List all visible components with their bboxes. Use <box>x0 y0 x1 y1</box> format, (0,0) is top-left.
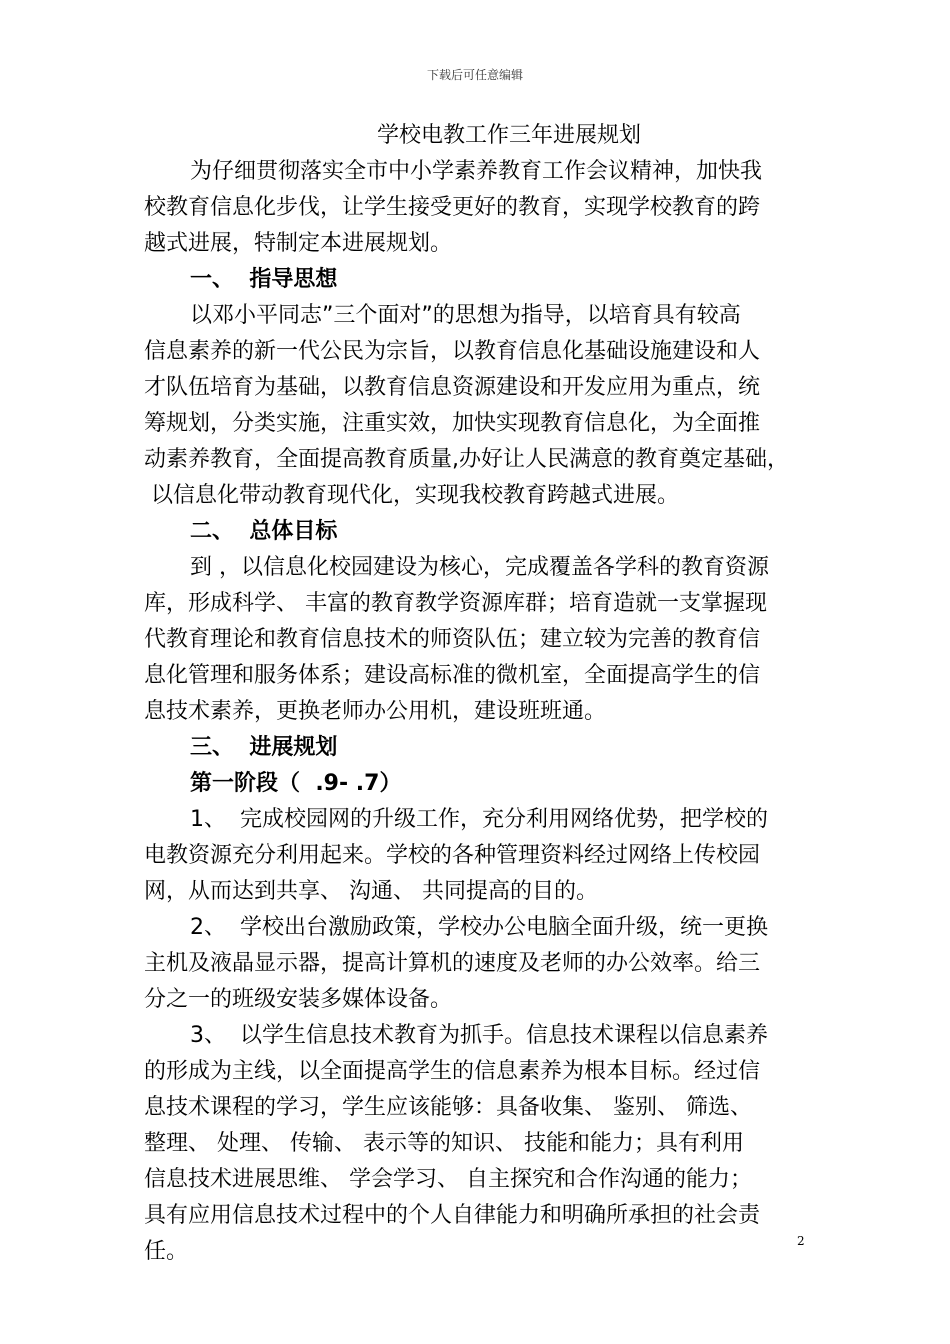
paragraph-line: 具有应用信息技术过程中的个人自律能力和明确所承担的社会责 <box>144 1203 761 1228</box>
header-note: 下载后可任意编辑 <box>426 68 523 82</box>
paragraph-line: 筹规划，分类实施，注重实效，加快实现教育信息化，为全面推 <box>144 411 761 436</box>
paragraph-line: 任。 <box>144 1239 189 1264</box>
page-number: 2 <box>797 1234 805 1248</box>
paragraph-line: 息技术素养，更换老师办公用机，建设班班通。 <box>144 699 607 724</box>
paragraph-line: 1、 完成校园网的升级工作，充分利用网络优势，把学校的 <box>190 807 768 832</box>
paragraph-line: 分之一的班级安装多媒体设备。 <box>144 987 453 1012</box>
paragraph-line: 息化管理和服务体系；建设高标准的微机室，全面提高学生的信 <box>144 663 761 688</box>
document-body <box>144 118 814 1270</box>
section-heading: 一、 指导思想 <box>190 267 338 292</box>
paragraph-line: 代教育理论和教育信息技术的师资队伍；建立较为完善的教育信 <box>144 627 761 652</box>
paragraph-line: 信息素养的新一代公民为宗旨，以教育信息化基础设施建设和人 <box>144 339 761 364</box>
paragraph-line: 越式进展，特制定本进展规划。 <box>144 231 453 256</box>
paragraph-line: 主机及液晶显示器，提高计算机的速度及老师的办公效率。给三 <box>144 951 761 976</box>
subsection-heading: 第一阶段（ .9- .7） <box>190 771 402 796</box>
paragraph-line: 2、 学校出台激励政策，学校办公电脑全面升级，统一更换 <box>190 915 768 940</box>
paragraph-line: 以信息化带动教育现代化，实现我校教育跨越式进展。 <box>144 483 679 508</box>
paragraph-line: 整理、 处理、 传输、 表示等的知识、 技能和能力；具有利用 <box>144 1131 744 1156</box>
paragraph-line: 校教育信息化步伐，让学生接受更好的教育，实现学校教育的跨 <box>144 195 761 220</box>
paragraph-line: 息技术课程的学习，学生应该能够：具备收集、 鉴别、 筛选、 <box>144 1095 752 1120</box>
section-heading: 三、 进展规划 <box>190 735 338 760</box>
paragraph-line: 信息技术进展思维、 学会学习、 自主探究和合作沟通的能力； <box>144 1167 752 1192</box>
paragraph-line: 以邓小平同志”三个面对”的思想为指导，以培育具有较高 <box>190 303 741 328</box>
paragraph-line: 库，形成科学、 丰富的教育教学资源库群；培育造就一支掌握现 <box>144 591 767 616</box>
paragraph-line: 动素养教育，全面提高教育质量,办好让人民满意的教育奠定基础， <box>144 447 789 472</box>
paragraph-line: 为仔细贯彻落实全市中小学素养教育工作会议精神，加快我 <box>190 159 763 184</box>
paragraph-line: 电教资源充分利用起来。学校的各种管理资料经过网络上传校园 <box>144 843 761 868</box>
paragraph-line: 才队伍培育为基础，以教育信息资源建设和开发应用为重点，统 <box>144 375 761 400</box>
paragraph-line: 3、 以学生信息技术教育为抓手。信息技术课程以信息素养 <box>190 1023 768 1048</box>
section-heading: 二、 总体目标 <box>190 519 338 544</box>
paragraph-line: 网，从而达到共享、 沟通、 共同提高的目的。 <box>144 879 598 904</box>
paragraph-line: 的形成为主线，以全面提高学生的信息素养为根本目标。经过信 <box>144 1059 761 1084</box>
document-title: 学校电教工作三年进展规划 <box>376 123 641 148</box>
paragraph-line: 到 ，以信息化校园建设为核心，完成覆盖各学科的教育资源 <box>190 555 769 580</box>
